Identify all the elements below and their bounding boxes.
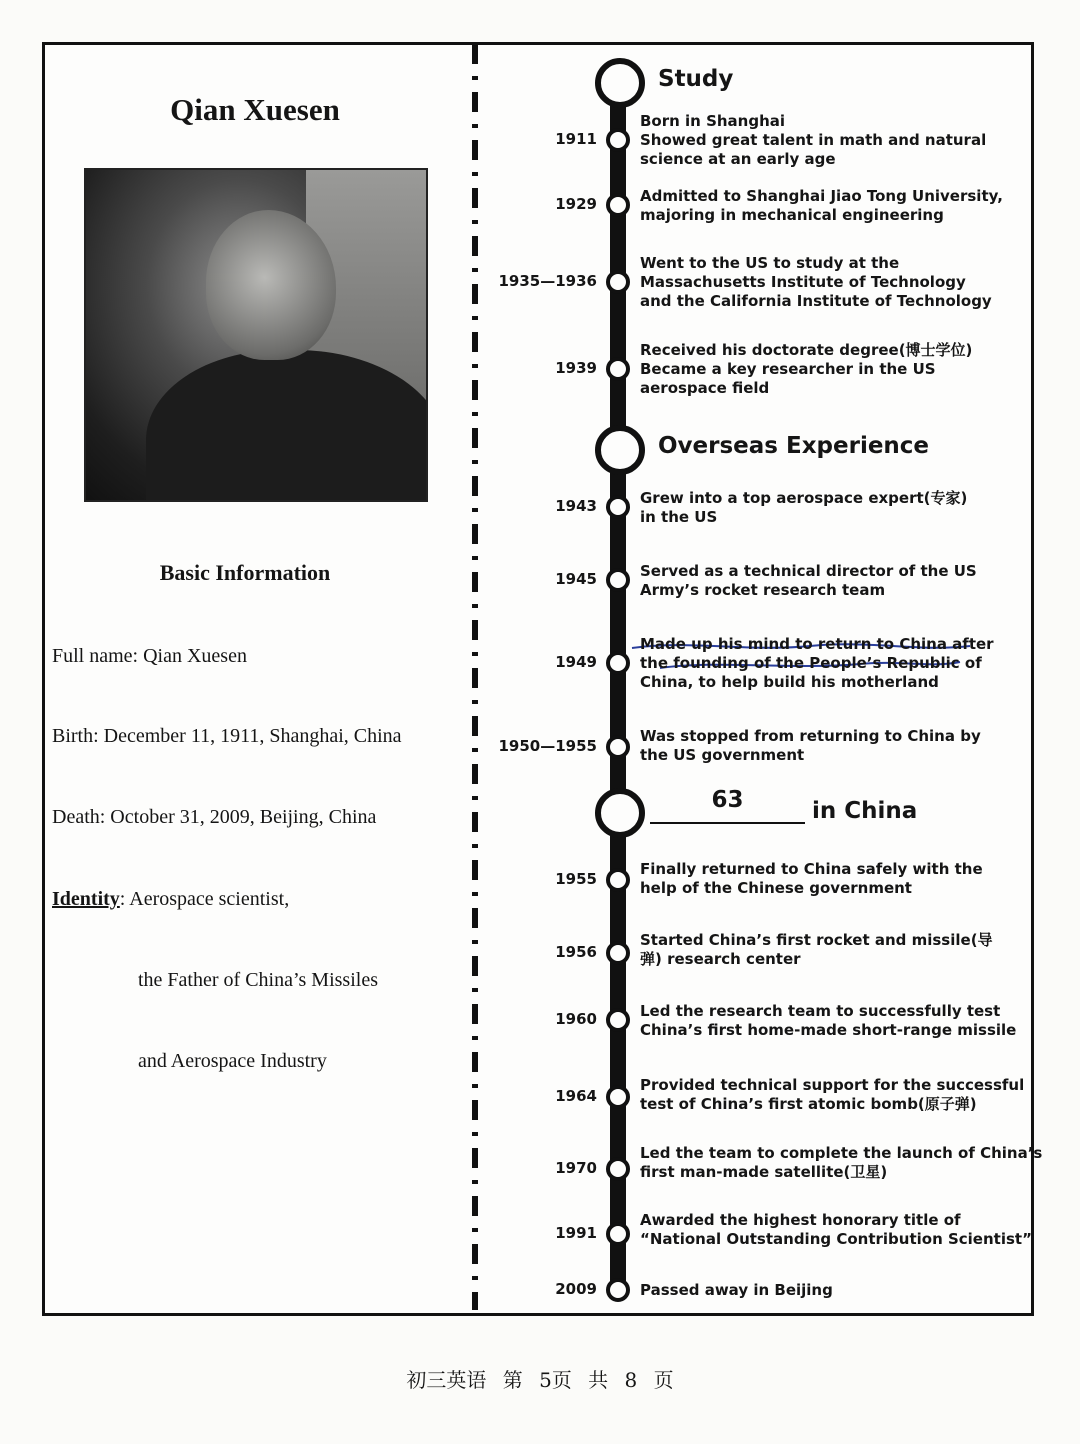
event-description [640,1281,1010,1300]
event-description [640,1211,1032,1249]
event-year: 1991 [555,1224,597,1242]
identity-line [52,888,289,911]
timeline-node [606,128,630,152]
event-line: “National Outstanding Contribution Scientist” [640,1230,1032,1248]
event-description [640,1076,1025,1114]
event-line: China’s first home-made short-range missile [640,1021,1017,1039]
page-footer: 初三英语 第 5页 共 8 页 [406,1368,674,1392]
event-year: 1945 [555,570,597,588]
event-year: 1955 [555,870,597,888]
event-year: 2009 [555,1280,597,1298]
photo-head-shape [206,210,336,360]
event-line: Made up his mind to return to China after [640,635,994,653]
event-year: 1956 [555,943,597,961]
timeline-node [606,735,630,759]
event-line: Provided technical support for the successful [640,1076,1025,1094]
event-description [640,1144,1043,1182]
event-line: Served as a technical director of the US [640,562,977,580]
event-line: and the California Institute of Technology [640,292,992,310]
event-line: aerospace field [640,379,770,397]
event-line: Army’s rocket research team [640,581,886,599]
event-description [640,1002,1017,1040]
event-line: first man-made satellite(卫星) [640,1163,888,1181]
timeline-node [606,270,630,294]
event-line: China, to help build his motherland [640,673,939,691]
event-description [640,341,1010,398]
event-year: 1911 [555,130,597,148]
event-year: 1949 [555,653,597,671]
event-year: 1960 [555,1010,597,1028]
section-node-in-china [595,788,645,838]
section-title-in-china: in China [812,798,918,824]
event-line: the US government [640,746,805,764]
event-year: 1970 [555,1159,597,1177]
event-line: Finally returned to China safely with the [640,860,983,878]
event-line: Born in Shanghai [640,112,786,130]
timeline-node [606,495,630,519]
event-description [640,562,1010,600]
event-line: Awarded the highest honorary title of [640,1211,961,1229]
event-description [640,254,1010,311]
timeline-node [606,868,630,892]
person-name-title: Qian Xuesen [170,92,340,127]
death-line: Death: October 31, 2009, Beijing, China [52,806,377,828]
event-line: Admitted to Shanghai Jiao Tong University, [640,187,1003,205]
birth-line: Birth: December 11, 1911, Shanghai, China [52,725,402,747]
event-line: the founding of the People’s Republic of [640,654,982,672]
event-line: 弹) research center [640,950,801,968]
timeline-node [606,941,630,965]
timeline-node [606,193,630,217]
event-year: 1929 [555,195,597,213]
event-line: Received his doctorate degree(博士学位) [640,341,973,359]
event-line: majoring in mechanical engineering [640,206,944,224]
section-node-study [595,58,645,108]
timeline-node [606,651,630,675]
event-description [640,489,1010,527]
event-line: Became a key researcher in the US [640,360,936,378]
timeline-node [606,357,630,381]
photo-body-shape [146,350,428,502]
event-line: Started China’s first rocket and missile(导 [640,931,993,949]
event-year: 1943 [555,497,597,515]
event-line: Was stopped from returning to China by [640,727,981,745]
event-description [640,860,1010,898]
blank-answer: 63 [711,787,744,813]
event-description [640,112,1010,169]
identity-line-3: and Aerospace Industry [138,1050,327,1072]
identity-label: Identity [52,888,120,910]
event-year: 1964 [555,1087,597,1105]
event-line: help of the Chinese government [640,879,912,897]
column-divider [472,44,478,1310]
timeline-node [606,1008,630,1032]
event-line: Passed away in Beijing [640,1281,833,1299]
identity-value: : Aerospace scientist, [119,888,290,910]
event-description [640,931,1010,969]
section-node-overseas [595,425,645,475]
section-title-overseas: Overseas Experience [658,433,930,459]
event-description [640,635,1010,692]
section-title-study: Study [658,66,734,92]
event-line: in the US [640,508,718,526]
event-year: 1950—1955 [498,737,597,755]
blank-underline [650,822,805,824]
basic-information-heading: Basic Information [159,560,331,585]
full-name-line: Full name: Qian Xuesen [52,645,247,667]
identity-line-2: the Father of China’s Missiles [138,969,378,991]
event-line: science at an early age [640,150,836,168]
event-line: Massachusetts Institute of Technology [640,273,966,291]
timeline-node [606,1157,630,1181]
timeline-node [606,568,630,592]
event-description [640,727,1010,765]
event-description [640,187,1010,225]
event-line: Went to the US to study at the [640,254,900,272]
timeline-node [606,1085,630,1109]
timeline-node [606,1222,630,1246]
event-line: test of China’s first atomic bomb(原子弹) [640,1095,977,1113]
portrait-photo [84,168,428,502]
event-line: Led the research team to successfully test [640,1002,1001,1020]
timeline-node [606,1278,630,1302]
event-line: Showed great talent in math and natural [640,131,987,149]
event-year: 1939 [555,359,597,377]
event-line: Grew into a top aerospace expert(专家) [640,489,968,507]
event-line: Led the team to complete the launch of China’s [640,1144,1043,1162]
event-year: 1935—1936 [498,272,597,290]
